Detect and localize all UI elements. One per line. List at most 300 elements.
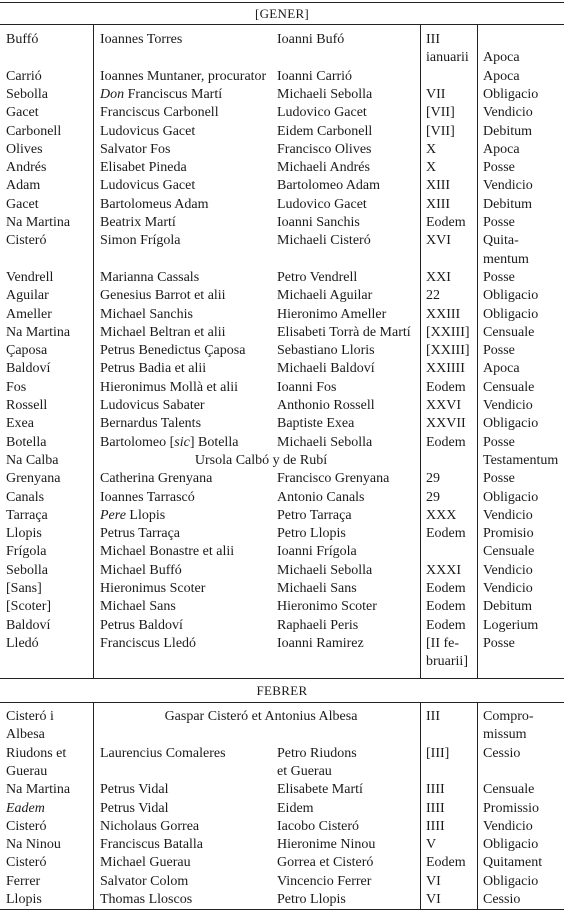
cell-grantor <box>100 68 272 86</box>
cell-date <box>426 232 476 250</box>
cell-date <box>426 708 476 726</box>
act-text: Vendicio <box>483 818 533 834</box>
cell-date <box>426 580 476 598</box>
act-text-cont: missum <box>483 727 527 743</box>
act-text: Obligacio <box>483 416 539 432</box>
cell-date <box>426 379 476 397</box>
cell-act <box>483 507 564 525</box>
surname-text: Aguilar <box>6 288 49 304</box>
recipient-text: Francisco Grenyana <box>277 471 390 487</box>
cell-date <box>426 836 476 854</box>
act-text: Censuale <box>483 544 535 560</box>
surname-text: Carbonell <box>6 123 62 139</box>
act-text: Apoca <box>483 68 520 84</box>
cell-surname <box>6 489 91 507</box>
cell-act <box>483 342 564 360</box>
grantor-text: Franciscus Martí <box>124 86 223 102</box>
cell-grantor <box>100 891 272 909</box>
act-text: Quita- <box>483 233 519 249</box>
cell-surname <box>6 159 91 177</box>
rule-gener-bottom <box>0 678 564 679</box>
cell-grantor <box>100 269 272 287</box>
recipient-text: Baptiste Exea <box>277 416 355 432</box>
cell-date <box>426 306 476 324</box>
cell-date <box>426 177 476 195</box>
grantor-text: Petrus Vidal <box>100 800 169 816</box>
cell-surname <box>6 342 91 360</box>
act-text: Debitum <box>483 123 532 139</box>
recipient-text: Michaeli Aguilar <box>277 288 373 304</box>
date-text: IIII <box>426 800 445 816</box>
date-text: VI <box>426 873 441 889</box>
cell-date <box>426 141 476 159</box>
act-text: Logerium <box>483 617 539 633</box>
act-text: Obligacio <box>483 873 539 889</box>
grantor-text: Beatrix Martí <box>100 215 176 230</box>
date-text: XIII <box>426 178 451 194</box>
cell-surname <box>6 708 91 745</box>
cell-surname <box>6 525 91 543</box>
surname-text: [Scoter] <box>6 599 52 615</box>
cell-date <box>426 873 476 891</box>
spacer <box>483 31 564 49</box>
cell-surname <box>6 891 91 909</box>
cell-surname <box>6 507 91 525</box>
grantor-text: Michael Sanchis <box>100 306 193 322</box>
surname-text: Fos <box>6 379 27 395</box>
cell-surname <box>6 854 91 872</box>
cell-recipient <box>277 617 422 635</box>
cell-act <box>483 800 564 818</box>
surname-text-cont: Albesa <box>6 727 45 743</box>
grantor-text: Petrus Tarraça <box>100 526 181 542</box>
date-text: [XXIII] <box>426 343 470 359</box>
grantor-text: Michael Beltran et alii <box>100 324 226 340</box>
date-text: Eodem <box>426 599 466 615</box>
cell-surname <box>6 196 91 214</box>
recipient-text: Eidem <box>277 800 314 816</box>
grantor-text: Simon Frígola <box>100 233 181 249</box>
surname-text: Cisteró <box>6 233 47 249</box>
recipient-text: Ioanni Carrió <box>277 68 353 84</box>
cell-surname <box>6 86 91 104</box>
cell-surname <box>6 818 91 836</box>
recipient-text: Elisabete Martí <box>277 782 363 798</box>
recipient-text: Ludovico Gacet <box>277 196 367 212</box>
recipient-text: Eidem Carbonell <box>277 123 373 139</box>
act-text: Cessio <box>483 892 521 907</box>
cell-act <box>483 635 564 653</box>
recipient-text: Ioanni Ramirez <box>277 635 364 651</box>
cell-recipient <box>277 562 422 580</box>
surname-text: Rossell <box>6 398 48 413</box>
cell-grantor <box>100 745 272 763</box>
cell-surname <box>6 836 91 854</box>
recipient-text: Michaeli Cisteró <box>277 233 371 249</box>
cell-recipient <box>277 470 422 488</box>
cell-date <box>426 891 476 909</box>
surname-text: Adam <box>6 178 41 194</box>
act-text: Posse <box>483 343 515 359</box>
cell-date <box>426 269 476 287</box>
act-text: Vendicio <box>483 562 533 578</box>
recipient-text: Ludovico Gacet <box>277 105 367 121</box>
cell-surname <box>6 434 91 452</box>
cell-grantor <box>100 232 272 250</box>
col-divider-4-febrer <box>477 702 478 909</box>
date-text: Eodem <box>426 855 466 871</box>
recipient-text: Michaeli Sebolla <box>277 562 373 578</box>
act-text: Promisio <box>483 526 534 542</box>
cell-act <box>483 104 564 122</box>
cell-date <box>426 86 476 104</box>
surname-text: Eadem <box>6 800 45 816</box>
date-text-cont: bruarii] <box>426 654 468 670</box>
recipient-text: Anthonio Rossell <box>277 398 375 413</box>
cell-grantor <box>100 598 272 616</box>
surname-text: Andrés <box>6 160 47 176</box>
surname-text: Carrió <box>6 68 42 84</box>
date-text-cont: ianuarii <box>426 50 469 66</box>
cell-grantor <box>100 818 272 836</box>
surname-text: Sebolla <box>6 86 48 102</box>
cell-surname <box>6 104 91 122</box>
grantor-text: Michael Guerau <box>100 855 191 871</box>
cell-recipient <box>277 379 422 397</box>
act-text: Apoca <box>483 141 520 157</box>
cell-surname <box>6 562 91 580</box>
cell-recipient <box>277 232 422 250</box>
cell-recipient <box>277 342 422 360</box>
act-text: Testamentum <box>483 452 559 468</box>
cell-grantor <box>100 415 272 433</box>
cell-grantor <box>100 836 272 854</box>
grantor-text: Laurencius Comaleres <box>100 745 226 761</box>
act-text: Vendicio <box>483 105 533 121</box>
grantor-text: Bartolomeo [ <box>100 434 175 450</box>
surname-text: Sebolla <box>6 562 48 578</box>
date-text: Eodem <box>426 617 466 633</box>
date-text: XXI <box>426 269 451 285</box>
cell-recipient <box>277 159 422 177</box>
surname-text: Llopis <box>6 526 42 542</box>
grantor-text: Ludovicus Gacet <box>100 178 196 194</box>
grantor-text: Catherina Grenyana <box>100 471 213 487</box>
act-text: Apoca <box>483 50 520 66</box>
cell-recipient <box>277 598 422 616</box>
recipient-text: Gorrea et Cisteró <box>277 855 374 871</box>
cell-grantor <box>100 214 272 232</box>
surname-text: Baldoví <box>6 617 51 633</box>
cell-act <box>483 854 564 872</box>
rule-top <box>0 2 564 3</box>
cell-date <box>426 342 476 360</box>
surname-text: Na Calba <box>6 452 59 468</box>
cell-surname <box>6 415 91 433</box>
recipient-text: Hieronimo Scoter <box>277 599 377 615</box>
act-text-cont: Cessio <box>483 745 521 761</box>
date-text: XXVI <box>426 398 461 413</box>
cell-act <box>483 177 564 195</box>
cell-recipient <box>277 543 422 561</box>
recipient-text: Hieronime Ninou <box>277 837 376 853</box>
cell-recipient <box>277 580 422 598</box>
cell-surname <box>6 141 91 159</box>
cell-act <box>483 159 564 177</box>
recipient-text: Francisco Olives <box>277 141 372 157</box>
date-text: XXXI <box>426 562 461 578</box>
surname-text: Llopis <box>6 892 42 907</box>
act-text: Obligacio <box>483 489 539 505</box>
grantor-text: Hieronimus Mollà et alii <box>100 379 239 395</box>
date-text: 29 <box>426 471 440 487</box>
cell-recipient <box>277 635 422 653</box>
cell-act <box>483 86 564 104</box>
cell-recipient <box>277 434 422 452</box>
date-text: Eodem <box>426 215 466 230</box>
cell-recipient <box>277 86 422 104</box>
grantor-text: Ludovicus Gacet <box>100 123 196 139</box>
cell-act <box>483 818 564 836</box>
cell-recipient <box>277 68 422 86</box>
grantor-text: Hieronimus Scoter <box>100 581 206 596</box>
cell-grantor <box>100 196 272 214</box>
cell-date <box>426 31 476 68</box>
recipient-text: Michaeli Sebolla <box>277 86 373 102</box>
cell-recipient <box>277 31 422 49</box>
cell-surname <box>6 31 91 49</box>
grantor-text: Llopis <box>125 507 166 523</box>
cell-act <box>483 269 564 287</box>
cell-date <box>426 781 476 799</box>
act-text-cont: mentum <box>483 251 529 267</box>
surname-text: Gacet <box>6 105 39 121</box>
cell-recipient <box>277 781 422 799</box>
grantor-text: Salvator Colom <box>100 873 189 889</box>
cell-act <box>483 708 564 745</box>
cell-date <box>426 562 476 580</box>
cell-surname <box>6 232 91 250</box>
cell-recipient <box>277 525 422 543</box>
surname-text: Na Martina <box>6 215 71 230</box>
act-text: Apoca <box>483 361 520 377</box>
cell-act <box>483 562 564 580</box>
cell-act <box>483 68 564 86</box>
cell-parties: Ursola Calbó y de Rubí <box>194 452 328 468</box>
date-text: IIII <box>426 782 445 798</box>
date-text: [XXIII] <box>426 324 470 340</box>
surname-text: Frígola <box>6 544 47 560</box>
grantor-text: Petrus Baldoví <box>100 617 183 633</box>
recipient-text: Sebastiano Lloris <box>277 343 375 359</box>
cell-surname <box>6 123 91 141</box>
cell-grantor <box>100 306 272 324</box>
act-text: Promissio <box>483 800 540 816</box>
act-text: Censuale <box>483 379 535 395</box>
cell-grantor <box>100 379 272 397</box>
col-divider-1-febrer <box>93 702 94 909</box>
date-text: V <box>426 837 437 853</box>
date-text: X <box>426 160 437 176</box>
recipient-text: Iacobo Cisteró <box>277 818 360 834</box>
grantor-italic: sic <box>174 434 190 450</box>
act-text: Debitum <box>483 196 532 212</box>
cell-grantor <box>100 397 272 415</box>
cell-grantor <box>100 434 272 452</box>
surname-text: [Sans] <box>6 581 42 596</box>
grantor-text: Nicholaus Gorrea <box>100 818 200 834</box>
cell-act <box>483 598 564 616</box>
surname-text: Na Martina <box>6 324 71 340</box>
date-text: III <box>426 32 440 47</box>
recipient-text-cont: et Guerau <box>277 763 332 779</box>
cell-act <box>483 470 564 488</box>
recipient-text: Antonio Canals <box>277 489 365 505</box>
grantor-text: Petrus Badia et alii <box>100 361 207 377</box>
cell-recipient <box>277 891 422 909</box>
surname-text: Ameller <box>6 306 52 322</box>
cell-recipient <box>277 836 422 854</box>
act-text: Vendicio <box>483 507 533 523</box>
surname-text: Na Martina <box>6 782 71 798</box>
recipient-text: Vincencio Ferrer <box>277 873 372 889</box>
cell-act <box>483 287 564 305</box>
cell-surname <box>6 379 91 397</box>
col-divider-1 <box>93 24 94 678</box>
date-text: XXIII <box>426 306 461 322</box>
cell-date <box>426 854 476 872</box>
date-text: [VII] <box>426 123 455 139</box>
cell-grantor <box>100 562 272 580</box>
date-text: XXVII <box>426 416 466 432</box>
cell-act <box>483 745 564 763</box>
recipient-text: Michaeli Sans <box>277 581 357 596</box>
cell-act <box>483 324 564 342</box>
surname-text: Tarraça <box>6 507 48 523</box>
cell-date <box>426 434 476 452</box>
cell-act <box>483 397 564 415</box>
act-text: Posse <box>483 471 515 487</box>
cell-grantor <box>100 31 272 49</box>
cell-grantor <box>100 123 272 141</box>
cell-date <box>426 525 476 543</box>
surname-text: Exea <box>6 416 34 432</box>
cell-date <box>426 360 476 378</box>
cell-act <box>483 232 564 269</box>
cell-recipient <box>277 745 422 782</box>
date-text: VI <box>426 892 441 907</box>
cell-date <box>426 489 476 507</box>
grantor-text: Genesius Barrot et alii <box>100 288 226 304</box>
date-text: 22 <box>426 288 440 304</box>
cell-surname <box>6 68 91 86</box>
cell-surname <box>6 781 91 799</box>
cell-surname <box>6 635 91 653</box>
cell-surname <box>6 397 91 415</box>
cell-date <box>426 507 476 525</box>
cell-act <box>483 379 564 397</box>
grantor-text: Elisabet Pineda <box>100 160 187 176</box>
cell-grantor <box>100 580 272 598</box>
grantor-text: Bernardus Talents <box>100 416 202 432</box>
cell-grantor <box>100 470 272 488</box>
date-text: XXIIII <box>426 361 465 377</box>
cell-act <box>483 415 564 433</box>
cell-date <box>426 800 476 818</box>
cell-recipient <box>277 854 422 872</box>
recipient-text: Petro Vendrell <box>277 269 358 285</box>
cell-parties: Gaspar Cisteró et Antonius Albesa <box>164 709 358 724</box>
cell-recipient <box>277 287 422 305</box>
surname-text-cont: Guerau <box>6 763 48 779</box>
cell-act <box>483 360 564 378</box>
surname-text: Çaposa <box>6 343 48 359</box>
cell-act <box>483 452 564 470</box>
grantor-text: Petrus Vidal <box>100 782 169 798</box>
surname-text: Riudons et <box>6 745 67 761</box>
cell-recipient <box>277 324 422 342</box>
grantor-italic: Pere <box>100 507 126 523</box>
cell-recipient <box>277 507 422 525</box>
cell-date <box>426 196 476 214</box>
act-text: Vendicio <box>483 178 533 194</box>
cell-recipient <box>277 306 422 324</box>
grantor-text: Michael Sans <box>100 599 176 615</box>
cell-date <box>426 123 476 141</box>
cell-date <box>426 617 476 635</box>
cell-act <box>483 873 564 891</box>
cell-grantor <box>100 177 272 195</box>
act-text: Compro- <box>483 709 534 724</box>
cell-grantor <box>100 507 272 525</box>
recipient-text: Ioanni Sanchis <box>277 215 360 230</box>
cell-date <box>426 397 476 415</box>
grantor-text: Franciscus Batalla <box>100 837 204 853</box>
cell-grantor <box>100 854 272 872</box>
cell-date <box>426 598 476 616</box>
recipient-text: Elisabeti Torrà de Martí <box>277 324 411 340</box>
act-text-cont: Posse <box>483 635 515 651</box>
cell-surname <box>6 287 91 305</box>
surname-text: Botella <box>6 434 47 450</box>
cell-recipient <box>277 196 422 214</box>
cell-recipient <box>277 489 422 507</box>
cell-act <box>483 214 564 232</box>
rule-febrer-header <box>0 702 564 703</box>
cell-recipient <box>277 873 422 891</box>
surname-text: Baldoví <box>6 361 51 377</box>
recipient-text: Petro Llopis <box>277 526 346 542</box>
date-text: X <box>426 141 437 157</box>
cell-recipient <box>277 123 422 141</box>
cell-surname <box>6 580 91 598</box>
surname-text: Grenyana <box>6 471 61 487</box>
recipient-text: Michaeli Sebolla <box>277 434 373 450</box>
cell-grantor <box>100 141 272 159</box>
recipient-text: Petro Riudons <box>277 745 357 761</box>
act-text: Vendicio <box>483 398 533 413</box>
date-text: Eodem <box>426 379 466 395</box>
date-text: XVI <box>426 233 451 249</box>
cell-grantor <box>100 489 272 507</box>
date-text: 29 <box>426 489 440 505</box>
cell-grantor <box>100 104 272 122</box>
act-text: Obligacio <box>483 86 539 102</box>
cell-surname <box>6 177 91 195</box>
cell-act <box>483 580 564 598</box>
grantor-text: Franciscus Carbonell <box>100 105 219 121</box>
date-text: [VII] <box>426 105 455 121</box>
